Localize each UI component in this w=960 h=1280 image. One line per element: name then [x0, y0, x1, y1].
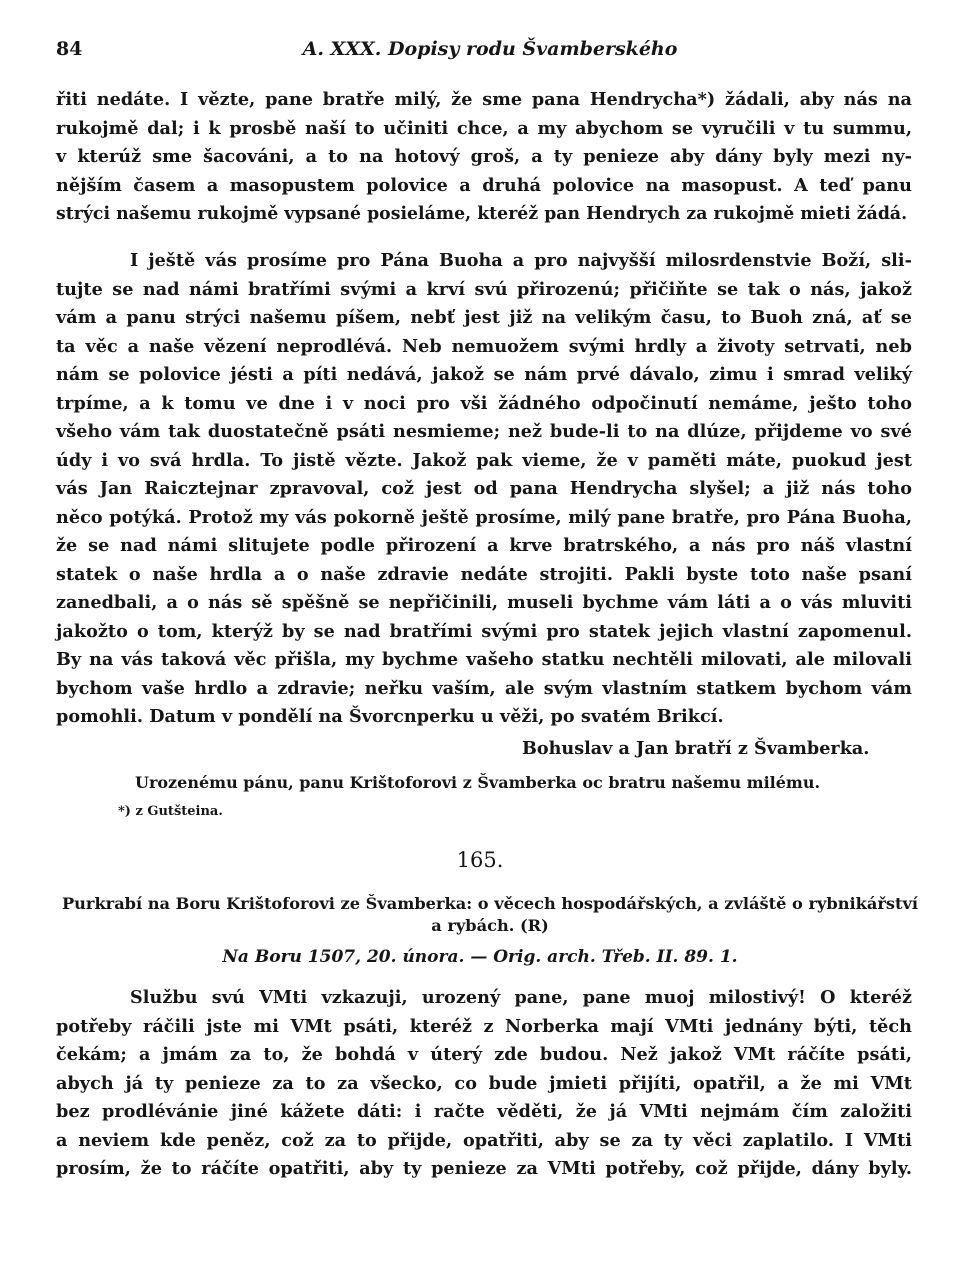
text-line: rukojmě dal; i k prosbě naší to učiniti chce, a my abychom se vyručili v tu summu,	[56, 117, 912, 139]
regest-line: Purkrabí na Boru Krištoforovi ze Švamberka: o věcech hospodářských, a zvláště o rybnikářství	[61, 894, 918, 913]
text-line: řiti nedáte. I vězte, pane bratře milý, že sme pana Hendrycha*) žádali, aby nás na	[56, 89, 912, 110]
page-number: 84	[56, 38, 83, 60]
text-line: I ještě vás prosíme pro Pána Buoha a pro najvyšší milosrdenstvie Boží, sli-	[130, 250, 912, 271]
text-line: jakožto o tom, kterýž by se nad bratřími svými pro statek jejich vlastní zapomenul.	[56, 620, 912, 642]
text-line: tujte se nad námi bratřími svými a krví svú přirozenú; přičiňte se tak o nás, jakož	[56, 278, 912, 300]
text-line: pomohli. Datum v pondělí na Švorcnperku u věži, po svatém Brikcí.	[56, 706, 724, 727]
running-head: A. XXX. Dopisy rodu Švamberského	[302, 38, 678, 60]
text-line: vás Jan Raicztejnar zpravoval, což jest od pana Hendrycha slyšel; a již nás toho	[56, 478, 912, 499]
document-number: 165.	[456, 848, 504, 872]
page-header	[56, 38, 904, 70]
text-line: že se nad námi slitujete podle přirození a krve bratrského, a nás pro náš vlastní	[56, 535, 912, 556]
text-line: vám a panu strýci našemu píšem, nebť jest již na velikým času, to Buoh zná, ať se	[56, 307, 912, 328]
text-line: v kterúž sme šacováni, a to na hotový groš, a ty penieze aby dány byly mezi ny-	[56, 146, 912, 167]
text-line: ta věc a naše vězení neprodlévá. Neb nemuožem svými hrdly a životy setrvati, neb	[56, 335, 912, 357]
text-line: By na vás taková věc přišla, my bychme vašeho statku nechtěli milovati, ale milovali	[56, 649, 912, 670]
text-line: abych já ty penieze za to za všecko, co bude jmieti přijíti, opatřil, a že mi VMt	[56, 1072, 912, 1094]
letter-165-paragraph-1	[56, 984, 912, 1184]
text-line: všeho vám tak duostatečně psáti nesmieme; než bude-li to na dlúze, přijdeme vo své	[56, 421, 912, 442]
letter-164-paragraph-2	[56, 247, 912, 732]
regest	[60, 893, 920, 937]
text-line: strýci našemu rukojmě vypsané posieláme, kteréž pan Hendrych za rukojmě mieti žádá.	[56, 204, 908, 224]
text-line: bez prodlévánie jiné kážete dáti: i račte věděti, že já VMti nejmám čím založiti	[56, 1101, 912, 1122]
text-line: statek o naše hrdla a o naše zdravie nedáte strojiti. Pakli byste toto naše psaní	[56, 563, 912, 585]
letter-address: Urozenému pánu, panu Krištoforovi z Švamberka oc bratru našemu milému.	[135, 773, 821, 792]
text-line: nějším časem a masopustem polovice a druhá polovice na masopust. A teď panu	[56, 174, 912, 196]
text-line: něco potýká. Protož my vás pokorně ještě prosíme, milý pane bratře, pro Pána Buoha,	[56, 506, 912, 528]
text-line: bychom vaše hrdlo a zdravie; neřku vaším, ale svým vlastním statkem bychom vám	[56, 677, 912, 699]
regest-line: a rybách. (R)	[431, 916, 549, 935]
text-line: potřeby ráčili jste mi VMt psáti, kteréž z Norberka mají VMti jednány býti, těch	[56, 1015, 912, 1037]
text-line: trpíme, a k tomu ve dne i v noci pro vši žádného odpočinutí nemáme, ješto toho	[56, 392, 912, 414]
text-line: Službu svú VMti vzkazuji, urozený pane, pane muoj milostivý! O kteréž	[130, 987, 912, 1008]
text-line: prosím, že to ráčíte opatřiti, aby ty penieze za VMti potřeby, což přijde, dány byly.	[56, 1158, 912, 1179]
text-line: zanedbali, a o nás sě spěšně se nepřičinili, museli bychme vám láti a o vás mluviti	[56, 592, 912, 613]
text-line: údy i vo svá hrdla. To jistě vězte. Jakož pak vieme, že v paměti máte, puokud jest	[56, 449, 912, 471]
text-line: a neviem kde peněz, což za to přijde, opatřiti, aby se za ty věci zaplatilo. I VMti	[56, 1129, 912, 1151]
signature: Bohuslav a Jan bratří z Švamberka.	[522, 738, 870, 759]
source-citation: Na Boru 1507, 20. února. — Orig. arch. Třeb. II. 89. 1.	[222, 947, 738, 967]
text-line: nám se polovice jésti a píti nedává, jakož se nám prvé dávalo, zimu i smrad veliký	[56, 364, 912, 385]
letter-164-paragraph-1	[56, 86, 912, 229]
footnote: *) z Gutšteina.	[118, 804, 223, 819]
text-line: čekám; a jmám za to, že bohdá v úterý zde budou. Než jakož VMt ráčíte psáti,	[56, 1044, 912, 1065]
